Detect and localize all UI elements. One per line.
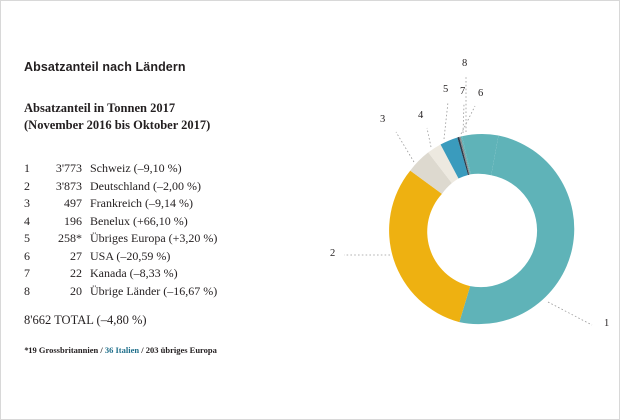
callout-number-5: 5: [443, 84, 449, 95]
legend-value: 258*: [58, 231, 82, 245]
footnote-part-3: 203 übriges Europa: [145, 345, 217, 355]
legend-value: 22: [70, 266, 82, 280]
slice-deutschland[interactable]: [389, 171, 470, 322]
legend-label: Deutschland (–2,00 %): [90, 178, 201, 193]
footnote-part-1: 19 Grossbritannien: [28, 345, 99, 355]
leader-line-4: [427, 128, 431, 147]
legend-label: Frankreich (–9,14 %): [90, 196, 193, 210]
legend-index: 2: [24, 178, 30, 193]
legend-index: 6: [24, 248, 30, 263]
legend-index: 5: [24, 231, 30, 245]
legend-value: 196: [64, 213, 82, 228]
list-item: [24, 283, 217, 301]
legend-list: [24, 160, 217, 300]
legend-index: 4: [24, 213, 30, 228]
footnote: [24, 345, 217, 355]
list-item: [24, 195, 217, 213]
page-title: Absatzanteil nach Ländern: [24, 60, 186, 74]
legend-value: 3'773: [55, 161, 82, 175]
list-item: [24, 265, 217, 283]
legend-index: 3: [24, 196, 30, 210]
donut-chart: [330, 30, 615, 400]
legend-label: Übriges Europa (+3,20 %): [90, 231, 218, 245]
legend-value: 497: [64, 196, 82, 210]
legend-label: Schweiz (–9,10 %): [90, 161, 182, 175]
footnote-separator-2: /: [139, 345, 146, 355]
frame-border-left: [0, 0, 1, 420]
legend-index: 1: [24, 161, 30, 175]
list-item: [24, 248, 217, 266]
leader-line-3: [396, 132, 414, 162]
chart-subtitle-line-1: Absatzanteil in Tonnen 2017: [24, 101, 176, 115]
legend-index: 7: [24, 266, 30, 280]
footnote-part-2: 36 Italien: [104, 345, 140, 355]
total-line: 8'662 TOTAL (–4,80 %): [24, 313, 147, 327]
footnote-asterisk: *: [24, 345, 29, 355]
legend-index: 8: [24, 283, 30, 298]
chart-subtitle: [24, 100, 210, 134]
legend-value: 27: [70, 248, 82, 263]
legend-value: 20: [70, 283, 82, 298]
leader-line-7: [463, 104, 464, 133]
legend-label: Benelux (+66,10 %): [90, 213, 188, 228]
callout-number-6: 6: [478, 88, 484, 99]
leader-line-5: [444, 102, 448, 139]
legend-value: 3'873: [55, 178, 82, 193]
legend-label: Übrige Länder (–16,67 %): [90, 283, 218, 298]
callout-number-4: 4: [418, 110, 424, 121]
frame-border-top: [0, 0, 620, 1]
callout-number-3: 3: [380, 114, 386, 125]
callout-number-2: 2: [330, 248, 336, 259]
callout-number-1: 1: [604, 318, 610, 329]
callout-number-7: 7: [460, 86, 466, 97]
list-item: [24, 213, 217, 231]
donut-slices: [389, 134, 574, 324]
leader-line-1: [548, 302, 592, 325]
list-item: [24, 230, 217, 248]
chart-subtitle-line-2: (November 2016 bis Oktober 2017): [24, 118, 211, 132]
footnote-separator-1: /: [98, 345, 105, 355]
callout-number-8: 8: [462, 58, 468, 69]
donut-chart-svg: [330, 30, 615, 400]
legend-label: USA (–20,59 %): [90, 248, 171, 263]
list-item: [24, 178, 217, 196]
list-item: [24, 160, 217, 178]
legend-label: Kanada (–8,33 %): [90, 266, 178, 280]
